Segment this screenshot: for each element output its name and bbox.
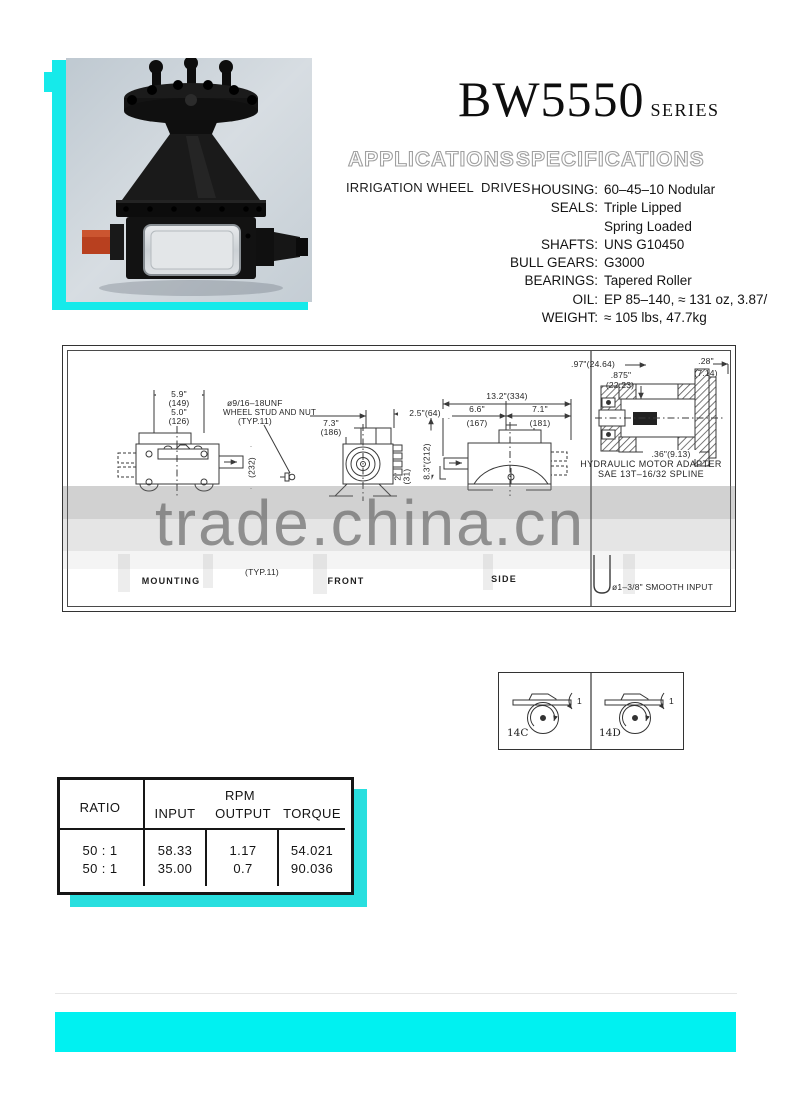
rotation-diagram	[498, 672, 684, 750]
col-header-output: OUTPUT	[215, 806, 271, 821]
series-label: SERIES	[650, 100, 720, 120]
table-line	[277, 830, 279, 886]
scan-streak	[623, 554, 635, 594]
application-item: IRRIGATION WHEEL DRIVES	[346, 180, 531, 195]
spec-label: HOUSING:	[531, 182, 598, 197]
spec-value: Triple Lipped	[604, 200, 682, 216]
bottom-cyan-bar	[55, 1012, 736, 1052]
applications-heading: APPLICATIONS	[348, 148, 515, 171]
side-caption: SIDE	[491, 574, 517, 584]
adapter-dim-in: .28"	[698, 356, 714, 366]
specifications-heading: SPECIFICATIONS	[516, 148, 705, 171]
table-cell: 54.021	[290, 843, 334, 858]
front-caption: FRONT	[327, 576, 365, 586]
table-line	[60, 828, 345, 830]
spec-row	[479, 310, 767, 328]
adapter-caption: SAE 13T–16/32 SPLINE	[597, 469, 705, 479]
stud-note: (TYP.11)	[238, 416, 272, 426]
col-header-ratio: RATIO	[79, 800, 121, 815]
col-header-torque: TORQUE	[283, 806, 341, 821]
table-line	[205, 830, 207, 886]
spec-row	[479, 255, 767, 273]
spec-row	[479, 182, 767, 200]
table-cell: 1.17	[229, 843, 257, 858]
table-cell: 50 : 1	[82, 861, 118, 876]
table-cell: 50 : 1	[82, 843, 118, 858]
gearbox-image	[66, 58, 312, 302]
mounting-vertical-dim: (232)	[248, 447, 257, 489]
mounting-dim-mm: (126)	[156, 417, 202, 426]
smooth-input-shaft-symbol	[594, 555, 610, 593]
front-dim-mm: (186)	[308, 428, 354, 437]
spec-label: OIL:	[572, 291, 598, 307]
adapter-caption: HYDRAULIC MOTOR ADAPTER	[580, 459, 722, 469]
col-header-input: INPUT	[154, 806, 196, 821]
adapter-dim: .97"(24.64)	[571, 359, 615, 369]
front-vertical-dim: 8.3"(212)	[423, 431, 432, 493]
spec-label: SHAFTS:	[540, 236, 598, 252]
spec-value: EP 85–140, ≈ 131 oz, 3.87/	[604, 291, 768, 307]
typ-label: (TYP.11)	[245, 567, 279, 577]
spec-label: BULL GEARS:	[509, 255, 598, 271]
rotation-number: 1	[669, 696, 674, 706]
side-dim: 13.2"(334)	[461, 392, 553, 401]
spec-value: Tapered Roller	[604, 273, 692, 289]
spec-row	[479, 273, 767, 291]
spec-row	[479, 292, 767, 310]
technical-drawing	[62, 345, 736, 612]
spec-label: BEARINGS:	[524, 273, 598, 289]
watermark: trade.china.cn	[155, 487, 586, 559]
rotation-number: 1	[577, 696, 582, 706]
spec-value: 60–45–10 Nodular	[604, 182, 716, 197]
spec-value: UNS G10450	[604, 236, 685, 252]
scan-streak	[313, 554, 327, 594]
smooth-input-note: ø1–3/8" SMOOTH INPUT	[612, 582, 714, 592]
product-photo	[66, 58, 312, 302]
mounting-caption: MOUNTING	[141, 576, 201, 586]
cell-label-14d: 14D	[599, 727, 621, 739]
front-vertical-dim: 2"	[392, 472, 403, 481]
scan-streak	[118, 554, 130, 592]
mounting-dim-in: 5.0"	[156, 408, 202, 417]
front-vertical-dim: (31)	[401, 468, 412, 485]
table-cell: 90.036	[290, 861, 334, 876]
side-dim-in: 6.6"	[454, 405, 500, 414]
spec-value: Spring Loaded	[604, 218, 692, 234]
table-cell: 35.00	[157, 861, 193, 876]
stud-note: ø9/16–18UNF	[227, 398, 283, 408]
page-title	[458, 70, 720, 128]
stud-note: WHEEL STUD AND NUT	[223, 408, 317, 417]
spec-label: WEIGHT:	[541, 310, 598, 326]
adapter-dim-mm: (22.23)	[605, 380, 635, 390]
spec-row	[479, 219, 767, 237]
adapter-dim: .36"(9.13)	[643, 450, 699, 459]
front-dim-in: 7.3"	[308, 419, 354, 428]
photo-cyan-notch	[44, 72, 53, 92]
front-dim: 2.5"(64)	[398, 409, 452, 418]
mounting-dim-mm: (149)	[156, 399, 202, 408]
side-dim-mm: (167)	[454, 419, 500, 428]
spec-row	[479, 200, 767, 218]
spec-row	[479, 237, 767, 255]
cell-label-14c: 14C	[507, 727, 529, 739]
side-dim-mm: (181)	[517, 419, 563, 428]
adapter-dim-mm: (7.14)	[694, 368, 718, 378]
col-header-rpm: RPM	[224, 788, 256, 803]
mounting-dim-in: 5.9"	[156, 390, 202, 399]
spec-list	[479, 182, 767, 328]
spec-value: ≈ 105 lbs, 47.7kg	[604, 310, 707, 326]
scan-hairline	[55, 993, 737, 994]
ratio-table	[57, 777, 354, 895]
table-cell: 0.7	[233, 861, 253, 876]
side-dim-in: 7.1"	[517, 405, 563, 414]
spec-value: G3000	[604, 255, 645, 271]
spec-label: SEALS:	[550, 200, 598, 216]
model-number: BW5550	[458, 71, 645, 127]
adapter-dim-in: .875"	[610, 370, 632, 380]
table-cell: 58.33	[157, 843, 193, 858]
